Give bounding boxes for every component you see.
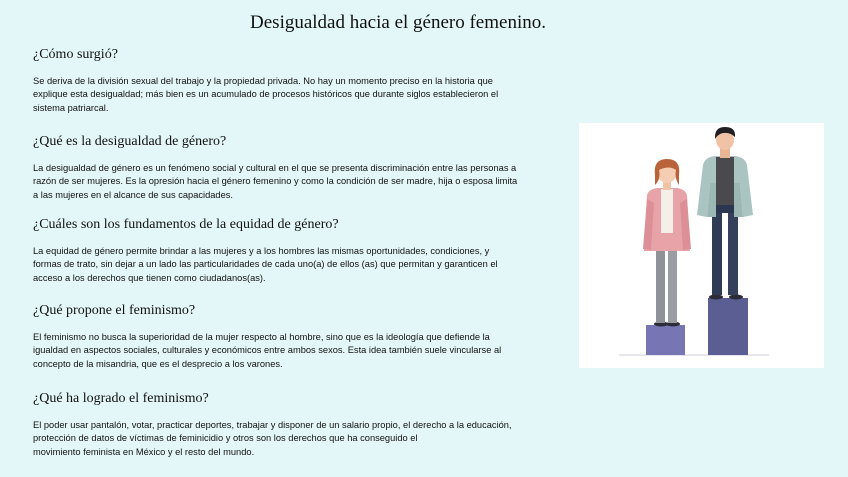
body-line: razón de ser mujeres. Es la opresión hacia el género femenino y como la condición de ser madre, hija o esposa limita <box>33 176 518 187</box>
body-line: El poder usar pantalón, votar, practicar deportes, trabajar y disponer de un salario propio, el derecho a la educación, <box>33 420 512 430</box>
section-fundamentals <box>33 217 573 285</box>
short-pedestal <box>646 325 685 355</box>
body-line: sistema patriarcal. <box>33 102 109 113</box>
section-heading: ¿Qué propone el feminismo? <box>33 303 196 318</box>
section-body <box>33 419 573 459</box>
illustration-svg <box>579 123 824 368</box>
body-line: formas de trato, sin dejar a un lado las particularidades de cada uno(a) de ellos (as) que permitan y garanticen el <box>33 259 498 270</box>
page-title: Desigualdad hacia el género femenino. <box>250 12 546 33</box>
section-heading: ¿Qué es la desigualdad de género? <box>33 134 227 149</box>
section-achievements <box>33 391 573 459</box>
gender-inequality-illustration <box>579 123 824 368</box>
tall-pedestal <box>708 298 748 355</box>
section-definition <box>33 134 573 202</box>
section-heading: ¿Qué ha logrado el feminismo? <box>33 391 209 406</box>
woman-figure <box>643 159 691 327</box>
section-proposal <box>33 303 573 371</box>
body-line: explique esta desigualdad; más bien es un acumulado de procesos históricos que durante siglos establecieron el <box>33 89 499 100</box>
body-line: acceso a los derechos que tienen como ciudadanos(as). <box>33 272 266 283</box>
section-heading: ¿Cómo surgió? <box>33 47 118 62</box>
body-line: Se deriva de la división sexual del trabajo y la propiedad privada. No hay un momento preciso en la historia que <box>33 76 493 86</box>
man-figure <box>697 127 753 300</box>
body-line: a las mujeres en el alcance de sus capacidades. <box>33 189 234 200</box>
body-line: El feminismo no busca la superioridad de la mujer respecto al hombre, sino que es la ideología que defiende la <box>33 332 490 342</box>
section-origin <box>33 47 573 115</box>
section-heading: ¿Cuáles son los fundamentos de la equidad de género? <box>33 217 339 232</box>
section-body <box>33 245 573 285</box>
body-line: protección de datos de víctimas de feminicidio y otros son los derechos que ha conseguido el <box>33 433 418 444</box>
section-body <box>33 162 573 202</box>
section-body <box>33 331 573 371</box>
body-line: movimiento feminista en México y el resto del mundo. <box>33 446 255 457</box>
body-line: igualdad en aspectos sociales, culturales y económicos entre ambos sexos. Esta idea también suele vincularse al <box>33 345 502 356</box>
body-line: La desigualdad de género es un fenómeno social y cultural en el que se presenta discriminación entre las personas a <box>33 163 517 173</box>
section-body <box>33 75 573 115</box>
body-line: concepto de la misandria, que es el desprecio a los varones. <box>33 358 283 369</box>
body-line: La equidad de género permite brindar a las mujeres y a los hombres las mismas oportunidades, condiciones, y <box>33 246 490 256</box>
